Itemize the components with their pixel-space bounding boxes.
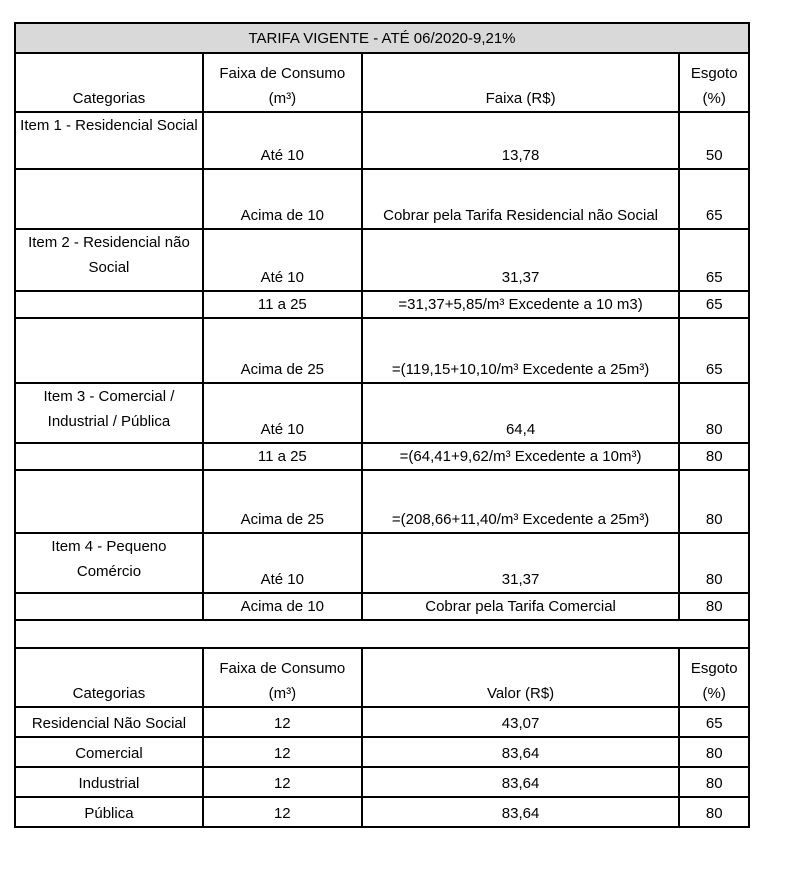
tariff-table bbox=[14, 22, 750, 828]
cell-esgoto: 65 bbox=[679, 169, 749, 229]
table-row bbox=[15, 383, 749, 443]
cell-esgoto: 65 bbox=[679, 291, 749, 318]
cell-categoria: Item 3 - Comercial / Industrial / Pública bbox=[15, 383, 203, 443]
cell-esgoto: 50 bbox=[679, 112, 749, 169]
table-row bbox=[15, 470, 749, 533]
title-row bbox=[15, 23, 749, 53]
table-title: TARIFA VIGENTE - ATÉ 06/2020-9,21% bbox=[15, 23, 749, 53]
cell-faixa: Acima de 10 bbox=[203, 169, 362, 229]
cell-valor: 31,37 bbox=[362, 533, 680, 593]
cell-esgoto: 65 bbox=[679, 707, 749, 737]
cell-categoria: Comercial bbox=[15, 737, 203, 767]
table-row bbox=[15, 229, 749, 291]
header-esgoto bbox=[679, 53, 749, 112]
header-faixa-consumo bbox=[203, 53, 362, 112]
table-row bbox=[15, 318, 749, 383]
table-row bbox=[15, 593, 749, 620]
header2-esgoto bbox=[679, 648, 749, 707]
cell-categoria bbox=[15, 443, 203, 470]
cell-categoria: Residencial Não Social bbox=[15, 707, 203, 737]
cell-esgoto: 80 bbox=[679, 767, 749, 797]
header2-categorias: Categorias bbox=[15, 648, 203, 707]
cell-valor: 83,64 bbox=[362, 737, 680, 767]
cell-categoria bbox=[15, 318, 203, 383]
header2-faixa-consumo bbox=[203, 648, 362, 707]
cell-esgoto: 80 bbox=[679, 383, 749, 443]
cell-categoria: Pública bbox=[15, 797, 203, 827]
cell-esgoto: 65 bbox=[679, 229, 749, 291]
table-row bbox=[15, 533, 749, 593]
header2-valor-rs: Valor (R$) bbox=[362, 648, 680, 707]
table-row bbox=[15, 797, 749, 827]
tariff-sheet bbox=[14, 22, 750, 828]
cell-categoria: Item 2 - Residencial não Social bbox=[15, 229, 203, 291]
cell-faixa: 12 bbox=[203, 737, 362, 767]
header-esgoto-label: Esgoto bbox=[690, 65, 738, 82]
cell-valor: Cobrar pela Tarifa Residencial não Social bbox=[362, 169, 680, 229]
header2-esgoto-label: Esgoto bbox=[690, 660, 738, 677]
table-row bbox=[15, 707, 749, 737]
cell-valor: 83,64 bbox=[362, 797, 680, 827]
blank-cell bbox=[15, 620, 749, 648]
table-row bbox=[15, 112, 749, 169]
cell-esgoto: 65 bbox=[679, 318, 749, 383]
cell-esgoto: 80 bbox=[679, 797, 749, 827]
cell-faixa: Até 10 bbox=[203, 229, 362, 291]
cell-categoria bbox=[15, 169, 203, 229]
cell-esgoto: 80 bbox=[679, 443, 749, 470]
cell-categoria bbox=[15, 291, 203, 318]
table-row bbox=[15, 291, 749, 318]
cell-faixa: Acima de 25 bbox=[203, 318, 362, 383]
cell-esgoto: 80 bbox=[679, 737, 749, 767]
cell-valor: 43,07 bbox=[362, 707, 680, 737]
header2-esgoto-unit: (%) bbox=[702, 685, 726, 702]
cell-categoria bbox=[15, 593, 203, 620]
header-categorias: Categorias bbox=[15, 53, 203, 112]
cell-valor: 31,37 bbox=[362, 229, 680, 291]
cell-valor: =(64,41+9,62/m³ Excedente a 10m³) bbox=[362, 443, 680, 470]
cell-faixa: Até 10 bbox=[203, 383, 362, 443]
cell-valor: 13,78 bbox=[362, 112, 680, 169]
table-row bbox=[15, 443, 749, 470]
cell-valor: =(119,15+10,10/m³ Excedente a 25m³) bbox=[362, 318, 680, 383]
cell-valor: =31,37+5,85/m³ Excedente a 10 m3) bbox=[362, 291, 680, 318]
cell-faixa: Acima de 25 bbox=[203, 470, 362, 533]
cell-esgoto: 80 bbox=[679, 533, 749, 593]
cell-faixa: 12 bbox=[203, 707, 362, 737]
cell-esgoto: 80 bbox=[679, 470, 749, 533]
cell-faixa: 11 a 25 bbox=[203, 443, 362, 470]
cell-faixa: Até 10 bbox=[203, 112, 362, 169]
cell-categoria bbox=[15, 470, 203, 533]
header-faixa-consumo-label: Faixa de Consumo bbox=[219, 65, 346, 82]
table-row bbox=[15, 767, 749, 797]
cell-faixa: Acima de 10 bbox=[203, 593, 362, 620]
header-faixa-consumo-unit: (m³) bbox=[268, 90, 297, 107]
cell-categoria: Item 1 - Residencial Social bbox=[15, 112, 203, 169]
cell-valor: 83,64 bbox=[362, 767, 680, 797]
cell-categoria: Item 4 - Pequeno Comércio bbox=[15, 533, 203, 593]
header-row bbox=[15, 53, 749, 112]
header-faixa-rs: Faixa (R$) bbox=[362, 53, 680, 112]
cell-categoria: Industrial bbox=[15, 767, 203, 797]
header-esgoto-unit: (%) bbox=[702, 90, 726, 107]
cell-valor: Cobrar pela Tarifa Comercial bbox=[362, 593, 680, 620]
cell-valor: 64,4 bbox=[362, 383, 680, 443]
table-row bbox=[15, 737, 749, 767]
table-row bbox=[15, 169, 749, 229]
cell-faixa: 11 a 25 bbox=[203, 291, 362, 318]
cell-valor: =(208,66+11,40/m³ Excedente a 25m³) bbox=[362, 470, 680, 533]
cell-faixa: Até 10 bbox=[203, 533, 362, 593]
blank-row bbox=[15, 620, 749, 648]
cell-faixa: 12 bbox=[203, 767, 362, 797]
header2-faixa-consumo-unit: (m³) bbox=[268, 685, 297, 702]
cell-esgoto: 80 bbox=[679, 593, 749, 620]
header-row-2 bbox=[15, 648, 749, 707]
cell-faixa: 12 bbox=[203, 797, 362, 827]
header2-faixa-consumo-label: Faixa de Consumo bbox=[219, 660, 346, 677]
